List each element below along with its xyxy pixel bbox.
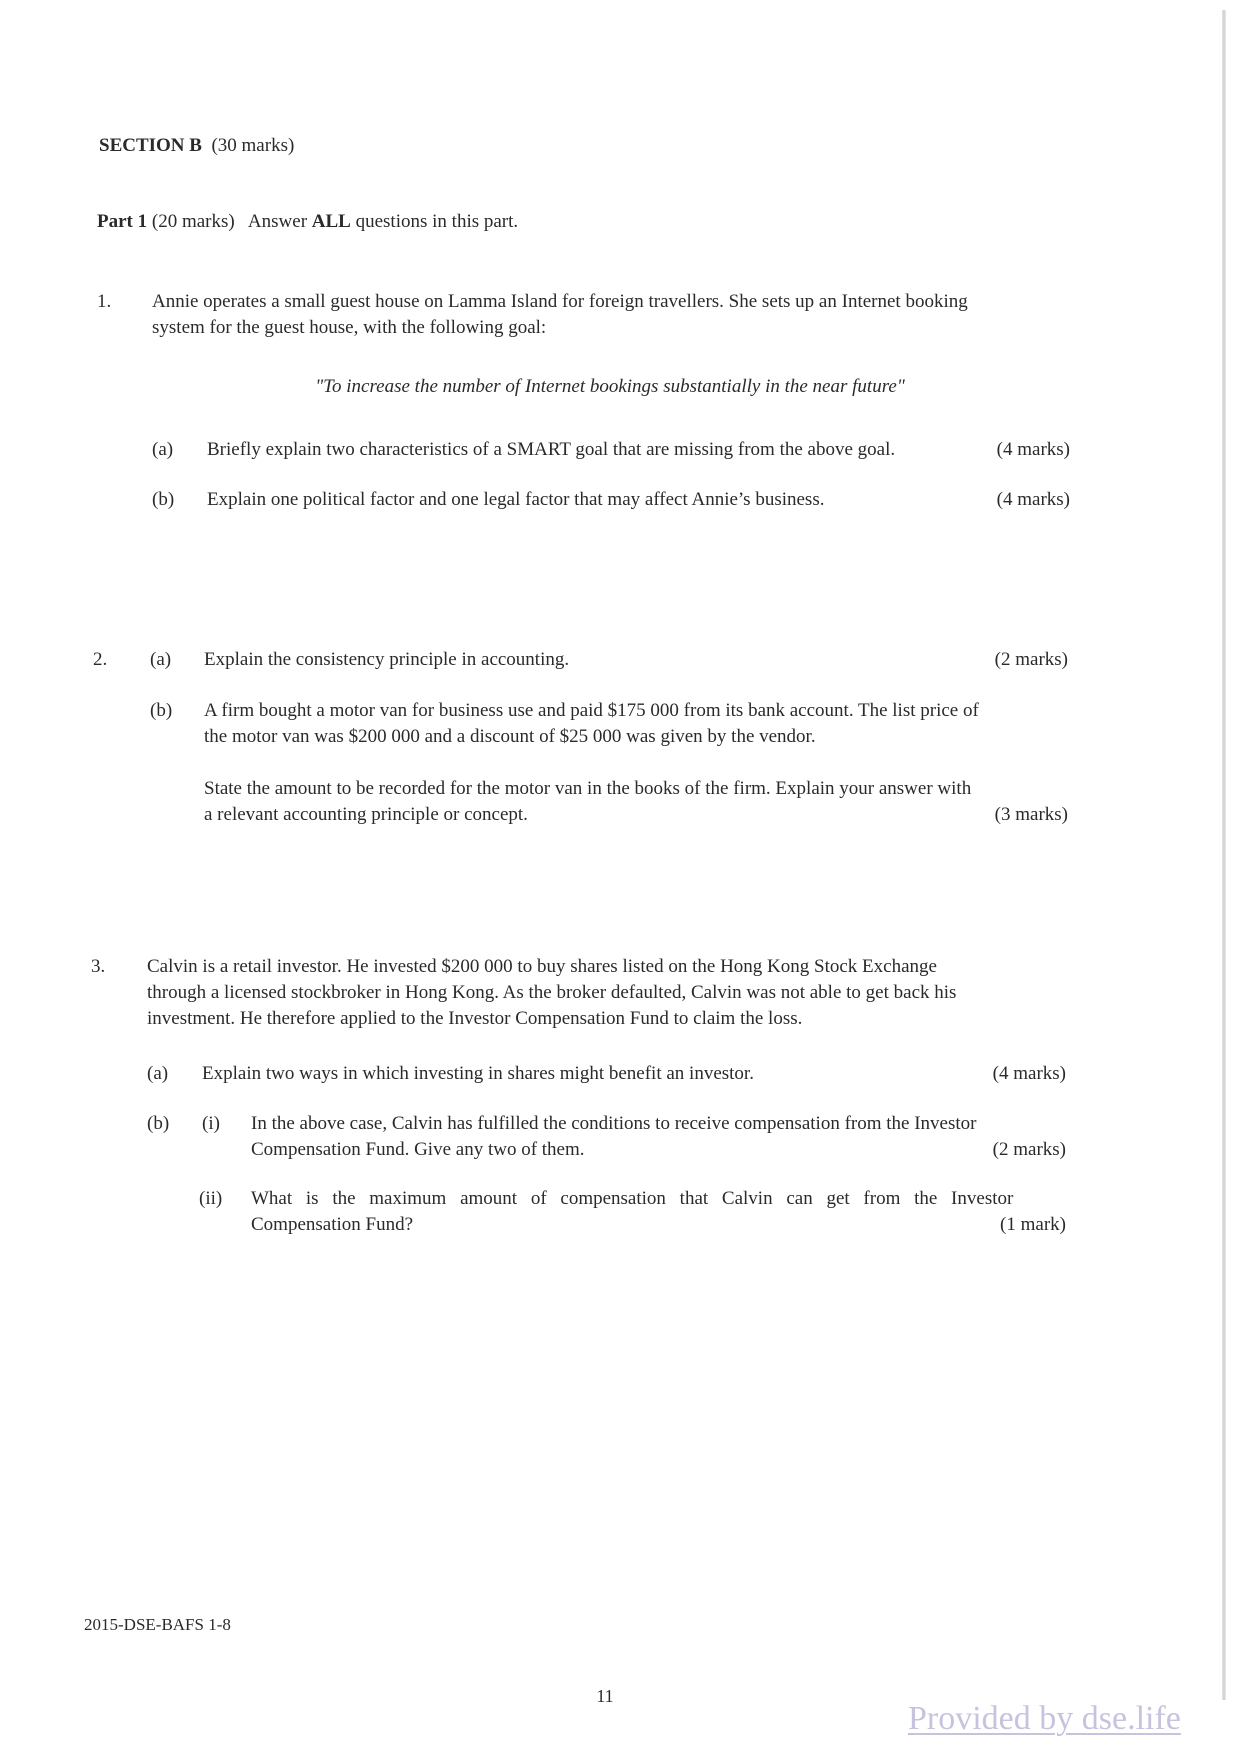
q1b-marks: (4 marks) bbox=[996, 489, 1070, 510]
q2b-line3: State the amount to be recorded for the motor van in the books of the firm. Explain your answer with bbox=[204, 778, 972, 799]
q3bii-marks: (1 mark) bbox=[1000, 1214, 1066, 1235]
q1b-label: (b) bbox=[152, 489, 175, 510]
part-instruction-post: questions in this part. bbox=[355, 211, 519, 232]
q3bi-body bbox=[251, 1111, 1066, 1163]
q1-stem-line2: system for the guest house, with the following goal: bbox=[152, 317, 547, 338]
q3-number: 3. bbox=[91, 956, 106, 977]
q1a-text: Briefly explain two characteristics of a SMART goal that are missing from the above goal. bbox=[207, 439, 896, 460]
q3bi-line1: In the above case, Calvin has fulfilled the conditions to receive compensation from the Investor bbox=[251, 1113, 977, 1134]
q2b-marks: (3 marks) bbox=[994, 804, 1068, 825]
q2b-line1: A firm bought a motor van for business use and paid $175 000 from its bank account. The list price of bbox=[204, 700, 979, 721]
q3bii-line2: Compensation Fund? bbox=[251, 1214, 414, 1235]
q3a-text: Explain two ways in which investing in shares might benefit an investor. bbox=[202, 1063, 754, 1084]
q3bii-line1: What is the maximum amount of compensation that Calvin can get from the Investor bbox=[251, 1188, 1014, 1209]
q3a-label: (a) bbox=[147, 1063, 169, 1084]
part-instruction-pre: Answer bbox=[247, 211, 308, 232]
part-label: Part 1 bbox=[97, 211, 148, 232]
q3bii-body bbox=[251, 1186, 1066, 1238]
section-label: SECTION B bbox=[99, 135, 202, 156]
q3-stem-line3: investment. He therefore applied to the Investor Compensation Fund to claim the loss. bbox=[147, 1008, 803, 1029]
paper-code: 2015-DSE-BAFS 1-8 bbox=[84, 1615, 231, 1634]
q1b-text: Explain one political factor and one legal factor that may affect Annie’s business. bbox=[207, 489, 825, 510]
q3a-marks: (4 marks) bbox=[992, 1063, 1066, 1084]
scan-edge-shadow bbox=[1222, 10, 1226, 1700]
q2b-label: (b) bbox=[150, 700, 173, 721]
q3bi-marks: (2 marks) bbox=[992, 1139, 1066, 1160]
q1-number: 1. bbox=[97, 291, 112, 312]
part-marks: (20 marks) bbox=[151, 211, 235, 232]
q2b-body bbox=[204, 698, 1074, 750]
q2-number: 2. bbox=[93, 649, 108, 670]
q3-stem bbox=[147, 954, 1067, 1032]
q3b-label: (b) bbox=[147, 1113, 170, 1134]
section-marks: (30 marks) bbox=[211, 135, 295, 156]
part-heading bbox=[97, 209, 518, 235]
q2a-label: (a) bbox=[150, 649, 172, 670]
q1-stem-line1: Annie operates a small guest house on Lamma Island for foreign travellers. She sets up an Internet booking bbox=[152, 291, 968, 312]
q3bii-label: (ii) bbox=[199, 1188, 223, 1209]
q1a-label: (a) bbox=[152, 439, 174, 460]
q2b-task bbox=[204, 776, 1074, 828]
q3bi-line2: Compensation Fund. Give any two of them. bbox=[251, 1139, 585, 1160]
q1-goal-quote: "To increase the number of Internet bookings substantially in the near future" bbox=[315, 376, 905, 397]
watermark-link[interactable]: Provided by dse.life bbox=[908, 1700, 1181, 1737]
q2a-text: Explain the consistency principle in accounting. bbox=[204, 649, 570, 670]
q3bi-label: (i) bbox=[202, 1113, 220, 1134]
q1a-marks: (4 marks) bbox=[996, 439, 1070, 460]
q3-stem-line2: through a licensed stockbroker in Hong Kong. As the broker defaulted, Calvin was not able to get back his bbox=[147, 982, 957, 1003]
q3-stem-line1: Calvin is a retail investor. He invested $200 000 to buy shares listed on the Hong Kong Stock Exchange bbox=[147, 956, 937, 977]
q2b-line2: the motor van was $200 000 and a discount of $25 000 was given by the vendor. bbox=[204, 726, 816, 747]
q2b-line4: a relevant accounting principle or concept. bbox=[204, 804, 528, 825]
section-heading bbox=[99, 133, 294, 159]
page-number: 11 bbox=[596, 1686, 614, 1706]
q1-stem bbox=[152, 289, 1072, 341]
q2a-marks: (2 marks) bbox=[994, 649, 1068, 670]
part-instruction-bold: ALL bbox=[311, 211, 351, 232]
